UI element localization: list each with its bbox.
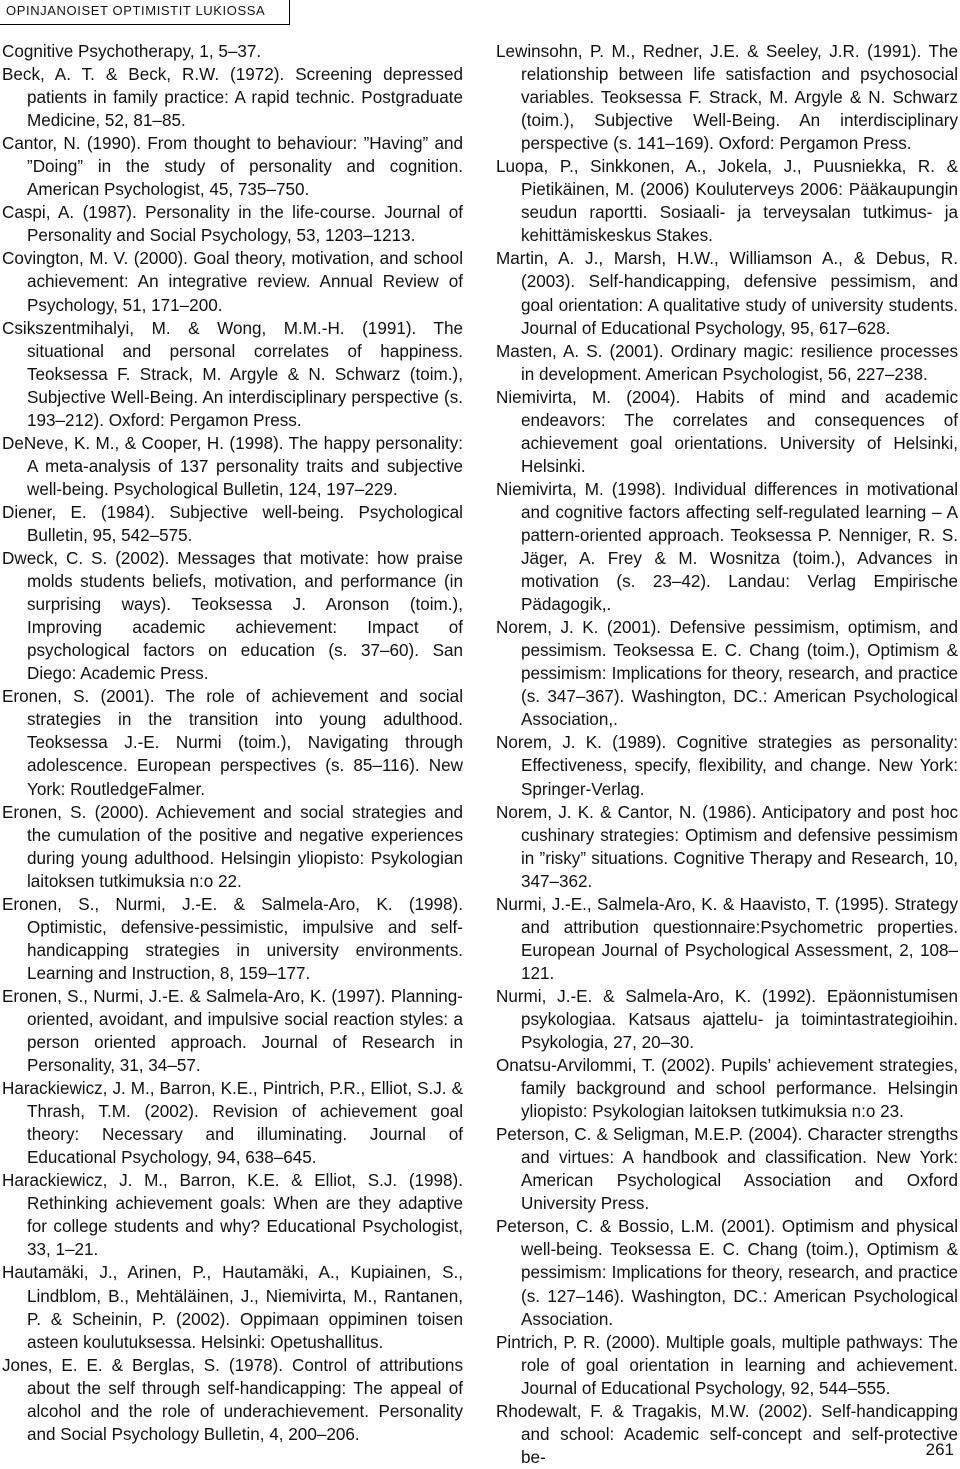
reference-entry: Niemivirta, M. (1998). Individual differences in motivational and cognitive factors affecting self-regulated learning – A pattern-oriented approach. Teoksessa P. Nenniger, R. S. Jäger, A. Frey & M. Wosnitza (toim.), Advances in motivation (s. 23–42). Landau: Verlag Empirische Pädagogik,.: [496, 479, 958, 615]
reference-entry: Csikszentmihalyi, M. & Wong, M.M.-H. (1991). The situational and personal correlates of happiness. Teoksessa F. Strack, M. Argyle & N. Schwarz (toim.), Subjective Well-Being. An interdisciplinary perspective (s. 193–212). Oxford: Pergamon Press.: [2, 318, 463, 430]
reference-entry: Cognitive Psychotherapy, 1, 5–37.: [2, 42, 262, 61]
reference-entry: Cantor, N. (1990). From thought to behaviour: ”Having” and ”Doing” in the study of personality and cognition. American Psychologist, 45, 735–750.: [2, 134, 463, 200]
reference-entry: DeNeve, K. M., & Cooper, H. (1998). The happy personality: A meta-analysis of 137 personality traits and subjective well-being. Psychological Bulletin, 124, 197–229.: [2, 433, 463, 499]
reference-entry: Niemivirta, M. (2004). Habits of mind and academic endeavors: The correlates and consequences of achievement goal orientations. University of Helsinki, Helsinki.: [496, 387, 958, 476]
references-column-right: [496, 40, 958, 1469]
reference-entry: Masten, A. S. (2001). Ordinary magic: resilience processes in development. American Psychologist, 56, 227–238.: [496, 341, 958, 384]
reference-entry: Harackiewicz, J. M., Barron, K.E. & Elliot, S.J. (1998). Rethinking achievement goals: When are they adaptive for college students and why? Educational Psychologist, 33, 1–21.: [2, 1171, 463, 1260]
reference-entry: Jones, E. E. & Berglas, S. (1978). Control of attributions about the self through self-handicapping: The appeal of alcohol and the role of underachievement. Personality and Social Psychology Bulletin, 4, 200–206.: [2, 1355, 463, 1444]
running-header: [0, 0, 290, 25]
reference-entry: Beck, A. T. & Beck, R.W. (1972). Screening depressed patients in family practice: A rapid technic. Postgraduate Medicine, 52, 81–85.: [2, 65, 463, 131]
reference-entry: Eronen, S. (2000). Achievement and social strategies and the cumulation of the positive and negative experiences during young adulthood. Helsingin yliopisto: Psykologian laitoksen tutkimuksia n:o 22.: [2, 802, 463, 891]
reference-entry: Eronen, S. (2001). The role of achievement and social strategies in the transition into young adulthood. Teoksessa J.-E. Nurmi (toim.), Navigating through adolescence. European perspectives (s. 85–116). New York: RoutledgeFalmer.: [2, 687, 463, 799]
reference-entry: Dweck, C. S. (2002). Messages that motivate: how praise molds students beliefs, motivation, and performance (in surprising ways). Teoksessa J. Aronson (toim.), Improving academic achievement: Impact of psychological factors on education (s. 37–60). San Diego: Academic Press.: [2, 549, 463, 684]
reference-entry: Covington, M. V. (2000). Goal theory, motivation, and school achievement: An integrative review. Annual Review of Psychology, 51, 171–200.: [2, 249, 463, 315]
reference-entry: Lewinsohn, P. M., Redner, J.E. & Seeley, J.R. (1991). The relationship between life satisfaction and psychosocial variables. Teoksessa F. Strack, M. Argyle & N. Schwarz (toim.), Subjective Well-Being. An interdisciplinary perspective (s. 141–169). Oxford: Pergamon Press.: [496, 42, 958, 154]
reference-entry: Nurmi, J.-E., Salmela-Aro, K. & Haavisto, T. (1995). Strategy and attribution questionnaire:Psychometric properties. European Journal of Psychological Assessment, 2, 108–121.: [496, 894, 958, 983]
reference-entry: Martin, A. J., Marsh, H.W., Williamson A., & Debus, R. (2003). Self-handicapping, defensive pessimism, and goal orientation: A qualitative study of university students. Journal of Educational Psychology, 95, 617–628.: [496, 249, 958, 338]
reference-entry: Hautamäki, J., Arinen, P., Hautamäki, A., Kupiainen, S., Lindblom, B., Mehtäläinen, J., Niemivirta, M., Rantanen, P. & Scheinin, P. (2002). Oppimaan oppiminen toisen asteen koulutuksessa. Helsinki: Opetushallitus.: [2, 1263, 463, 1352]
reference-entry: Caspi, A. (1987). Personality in the life-course. Journal of Personality and Social Psychology, 53, 1203–1213.: [2, 203, 463, 246]
reference-entry: Norem, J. K. (2001). Defensive pessimism, optimism, and pessimism. Teoksessa E. C. Chang (toim.), Optimism & pessimism: Implications for theory, research, and practice (s. 347–367). Washington, DC.: American Psychological Association,.: [496, 618, 958, 730]
reference-entry: Harackiewicz, J. M., Barron, K.E., Pintrich, P.R., Elliot, S.J. & Thrash, T.M. (2002). Revision of achievement goal theory: Necessary and illuminating. Journal of Educational Psychology, 94, 638–645.: [2, 1079, 463, 1168]
reference-entry: Diener, E. (1984). Subjective well-being. Psychological Bulletin, 95, 542–575.: [2, 502, 463, 545]
reference-entry: Luopa, P., Sinkkonen, A., Jokela, J., Puusniekka, R. & Pietikäinen, M. (2006) Kouluterveys 2006: Pääkaupungin seudun raportti. Sosiaali- ja terveysalan tutkimus- ja kehittämiskeskus Stakes.: [496, 157, 958, 246]
reference-entry: Onatsu-Arvilommi, T. (2002). Pupils’ achievement strategies, family background and school performance. Helsingin yliopisto: Psykologian laitoksen tutkimuksia n:o 23.: [496, 1056, 958, 1122]
reference-entry: Peterson, C. & Seligman, M.E.P. (2004). Character strengths and virtues: A handbook and classification. New York: American Psychological Association and Oxford University Press.: [496, 1125, 958, 1214]
reference-entry: Rhodewalt, F. & Tragakis, M.W. (2002). Self-handicapping and school: Academic self-concept and self-protective be-: [496, 1401, 958, 1467]
reference-entry: Pintrich, P. R. (2000). Multiple goals, multiple pathways: The role of goal orientation in learning and achievement. Journal of Educational Psychology, 92, 544–555.: [496, 1332, 958, 1398]
references-column-left: [2, 40, 463, 1446]
reference-entry: Nurmi, J.-E. & Salmela-Aro, K. (1992). Epäonnistumisen psykologiaa. Katsaus ajattelu- ja toimintastrategioihin. Psykologia, 27, 20–30.: [496, 986, 958, 1053]
reference-entry: Norem, J. K. & Cantor, N. (1986). Anticipatory and post hoc cushinary strategies: Optimism and defensive pessimism in ”risky” situations. Cognitive Therapy and Research, 10, 347–362.: [496, 802, 958, 891]
reference-entry: Norem, J. K. (1989). Cognitive strategies as personality: Effectiveness, specify, flexibility, and change. New York: Springer-Verlag.: [496, 733, 958, 799]
reference-entry: Peterson, C. & Bossio, L.M. (2001). Optimism and physical well-being. Teoksessa E. C. Chang (toim.), Optimism & pessimism: Implications for theory, research, and practice (s. 127–146). Washington, DC.: American Psychological Association.: [496, 1217, 958, 1329]
page-number: 261: [925, 1440, 954, 1459]
running-header-title: OPINJANOISET OPTIMISTIT LUKIOSSA: [6, 3, 266, 18]
reference-entry: Eronen, S., Nurmi, J.-E. & Salmela-Aro, K. (1998). Optimistic, defensive-pessimistic, impulsive and self-handicapping strategies in university environments. Learning and Instruction, 8, 159–177.: [2, 894, 463, 983]
reference-entry: Eronen, S., Nurmi, J.-E. & Salmela-Aro, K. (1997). Planning-oriented, avoidant, and impulsive social reaction styles: a person oriented approach. Journal of Research in Personality, 31, 34–57.: [2, 986, 463, 1076]
